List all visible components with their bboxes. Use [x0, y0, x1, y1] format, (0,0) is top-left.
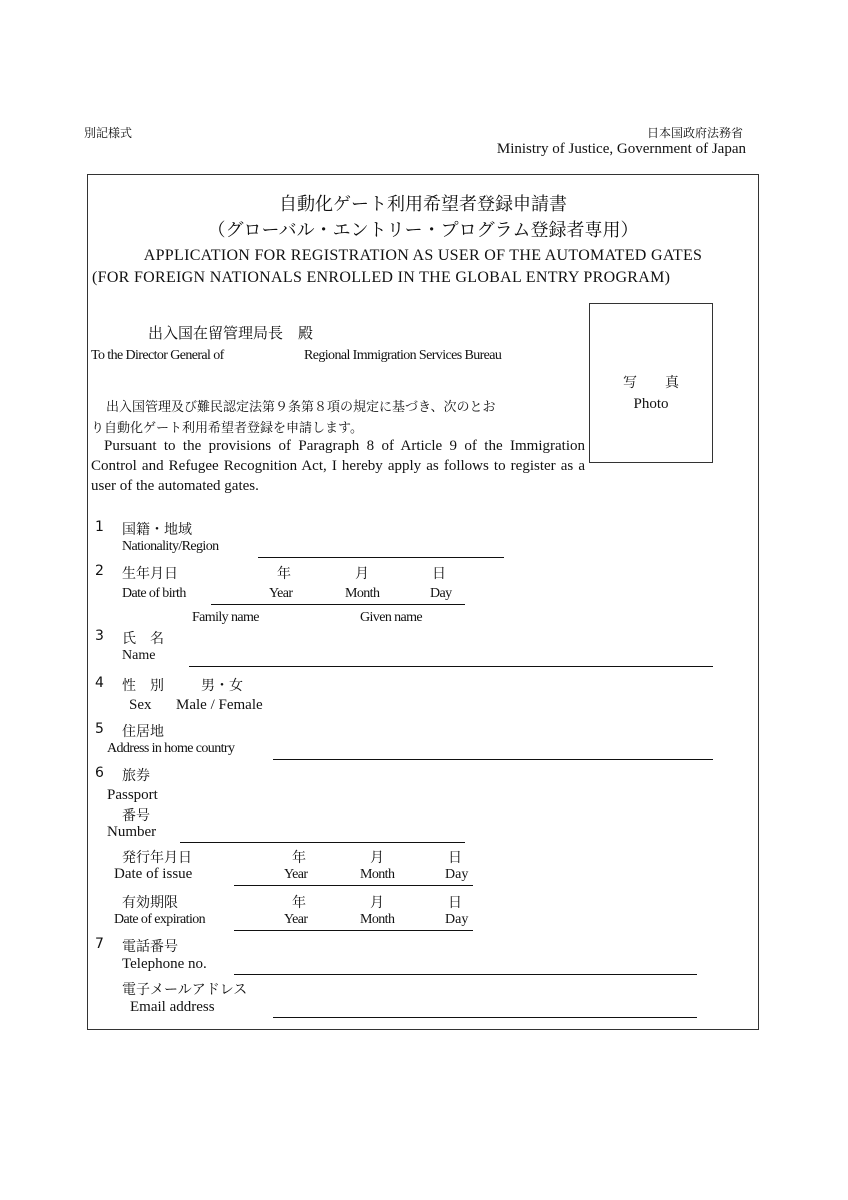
given-name-label: Given name — [360, 610, 423, 625]
statement-jp-line2: り自動化ゲート利用希望者登録を申請します。 — [91, 421, 363, 436]
issue-day-jp: 日 — [448, 850, 462, 866]
address-label-en: Address in home country — [107, 741, 235, 756]
name-label-jp: 氏 名 — [122, 631, 164, 647]
email-label-jp: 電子メールアドレス — [122, 982, 248, 998]
sex-options-en[interactable]: Male / Female — [176, 697, 263, 713]
expiry-year-jp: 年 — [292, 895, 306, 911]
phone-input-line[interactable] — [234, 974, 697, 975]
ministry-jp: 日本国政府法務省 — [646, 126, 743, 140]
phone-label-en: Telephone no. — [122, 956, 207, 972]
dob-month-en: Month — [345, 586, 380, 601]
expiry-date-input-line[interactable] — [234, 930, 473, 931]
statement-en: Pursuant to the provisions of Paragraph 8 of Article 9 of the Immigration Control and Refugee Recognition Act, I hereby apply as follows to register as a user of the automated gates. — [91, 438, 585, 494]
sex-label-en: Sex — [129, 697, 152, 713]
issue-label-en: Date of issue — [114, 866, 193, 882]
ministry-en: Ministry of Justice, Government of Japan — [496, 141, 746, 157]
passport-label-en: Passport — [107, 787, 158, 803]
issue-year-jp: 年 — [292, 850, 306, 866]
field-6-number: 6 — [95, 765, 104, 781]
dob-day-en: Day — [430, 586, 452, 601]
name-input-line[interactable] — [189, 666, 713, 667]
passport-label-jp: 旅券 — [122, 768, 150, 784]
issue-year-en: Year — [284, 867, 308, 882]
nationality-input-line[interactable] — [258, 557, 504, 558]
photo-label-jp: 写 真 — [623, 375, 679, 391]
addressee-en-bureau: Regional Immigration Services Bureau — [304, 348, 502, 363]
title-jp-line2: （グローバル・エントリー・プログラム登録者専用） — [207, 220, 639, 241]
address-label-jp: 住居地 — [122, 724, 164, 740]
address-input-line[interactable] — [273, 759, 713, 760]
sex-label-jp: 性 別 — [122, 678, 164, 694]
issue-month-jp: 月 — [370, 850, 384, 866]
dob-label-en: Date of birth — [122, 586, 186, 601]
issue-day-en: Day — [445, 867, 469, 882]
email-input-line[interactable] — [273, 1017, 697, 1018]
passport-number-label-en: Number — [107, 824, 157, 840]
title-en-line1: APPLICATION FOR REGISTRATION AS USER OF THE AUTOMATED GATES — [143, 247, 703, 264]
passport-number-input-line[interactable] — [180, 842, 465, 843]
photo-label-en: Photo — [633, 396, 669, 412]
expiry-day-jp: 日 — [448, 895, 462, 911]
dob-input-line[interactable] — [211, 604, 465, 605]
dob-month-jp: 月 — [355, 566, 369, 582]
field-7-number: 7 — [95, 936, 104, 952]
field-4-number: 4 — [95, 675, 104, 691]
addressee-jp: 出入国在留管理局長 殿 — [148, 324, 314, 342]
expiry-year-en: Year — [284, 912, 308, 927]
title-jp-line1: 自動化ゲート利用希望者登録申請書 — [279, 194, 567, 215]
field-2-number: 2 — [95, 563, 104, 579]
issue-label-jp: 発行年月日 — [122, 850, 192, 866]
dob-label-jp: 生年月日 — [122, 566, 178, 582]
expiry-month-jp: 月 — [370, 895, 384, 911]
phone-label-jp: 電話番号 — [122, 939, 178, 955]
expiry-day-en: Day — [445, 912, 469, 927]
expiry-month-en: Month — [360, 912, 395, 927]
field-5-number: 5 — [95, 721, 104, 737]
dob-year-jp: 年 — [277, 566, 291, 582]
title-en-line2: (FOR FOREIGN NATIONALS ENROLLED IN THE GLOBAL ENTRY PROGRAM) — [92, 269, 671, 286]
family-name-label: Family name — [192, 610, 259, 625]
expiry-label-jp: 有効期限 — [122, 895, 178, 911]
form-label: 別記様式 — [84, 126, 133, 140]
name-label-en: Name — [122, 648, 156, 663]
expiry-label-en: Date of expiration — [114, 912, 206, 927]
passport-number-label-jp: 番号 — [122, 808, 150, 824]
dob-day-jp: 日 — [432, 566, 446, 582]
email-label-en: Email address — [130, 999, 215, 1015]
field-3-number: 3 — [95, 628, 104, 644]
field-1-number: 1 — [95, 519, 104, 535]
statement-jp-line1: 出入国管理及び難民認定法第９条第８項の規定に基づき、次のとお — [106, 400, 496, 415]
addressee-en-to: To the Director General of — [91, 348, 224, 363]
issue-month-en: Month — [360, 867, 395, 882]
nationality-label-en: Nationality/Region — [122, 539, 219, 554]
dob-year-en: Year — [269, 586, 293, 601]
sex-options-jp[interactable]: 男・女 — [201, 678, 243, 694]
nationality-label-jp: 国籍・地域 — [122, 522, 192, 538]
issue-date-input-line[interactable] — [234, 885, 473, 886]
